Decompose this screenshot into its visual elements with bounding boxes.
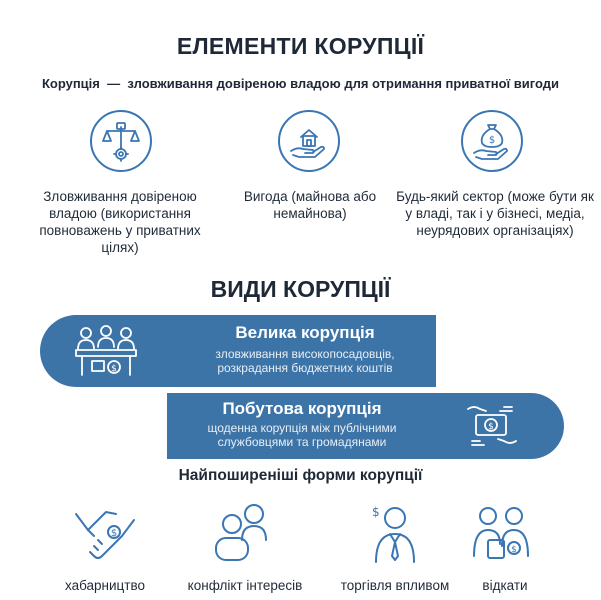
petty-corruption-subtitle: щоденна корупція між публічними службовцями та громадянами: [207, 421, 397, 449]
forms-title: Найпоширеніші форми корупції: [178, 467, 423, 484]
cash-exchange-icon: [464, 401, 520, 451]
element-abuse-text: Зловживання довіреною владою (використання повноважень у приватних цілях): [39, 189, 201, 255]
grand-corruption-band: [40, 315, 436, 387]
petty-corruption-title: Побутова корупція: [222, 399, 382, 418]
justice-scales-gear-icon: [90, 110, 152, 172]
svg-text:$: $: [372, 505, 380, 519]
grand-corruption-subtitle: зловживання високопосадовців, розкрадання бюджетних коштів: [215, 347, 395, 375]
definition-dash: —: [107, 76, 121, 91]
page-title: ЕЛЕМЕНТИ КОРУПЦІЇ: [176, 33, 425, 59]
officials-table-icon: [72, 323, 140, 379]
form-label-kickbacks: відкати: [482, 578, 528, 593]
form-label-conflict: конфлікт інтересів: [187, 578, 303, 593]
svg-text:$: $: [110, 528, 118, 539]
form-label-bribery: хабарництво: [65, 578, 145, 593]
handshake-icon: [72, 500, 138, 566]
grand-corruption-title: Велика корупція: [235, 323, 375, 342]
svg-text:$: $: [488, 135, 496, 146]
hand-money-bag-icon: [461, 110, 523, 172]
official-dollar-icon: [362, 500, 428, 566]
svg-text:$: $: [511, 545, 517, 555]
definition-text: зловживання довіреною владою для отримання приватної вигоди: [127, 76, 560, 91]
people-money-icon: [470, 500, 536, 566]
hand-house-icon: [278, 110, 340, 172]
form-label-influence: торгівля впливом: [340, 578, 450, 593]
svg-text:$: $: [488, 422, 494, 432]
definition-term: Корупція: [41, 76, 100, 91]
types-title: ВИДИ КОРУПЦІЇ: [210, 276, 391, 302]
element-sector-text: Будь-який сектор (може бути як у владі, так і у бізнесі, медіа, неурядових організаціях): [396, 189, 594, 238]
svg-text:$: $: [111, 364, 117, 374]
two-people-icon: [208, 500, 274, 566]
element-benefit-text: Вигода (майнова або немайнова): [243, 189, 377, 221]
petty-corruption-band: [167, 393, 564, 459]
corruption-definition: [0, 76, 601, 91]
